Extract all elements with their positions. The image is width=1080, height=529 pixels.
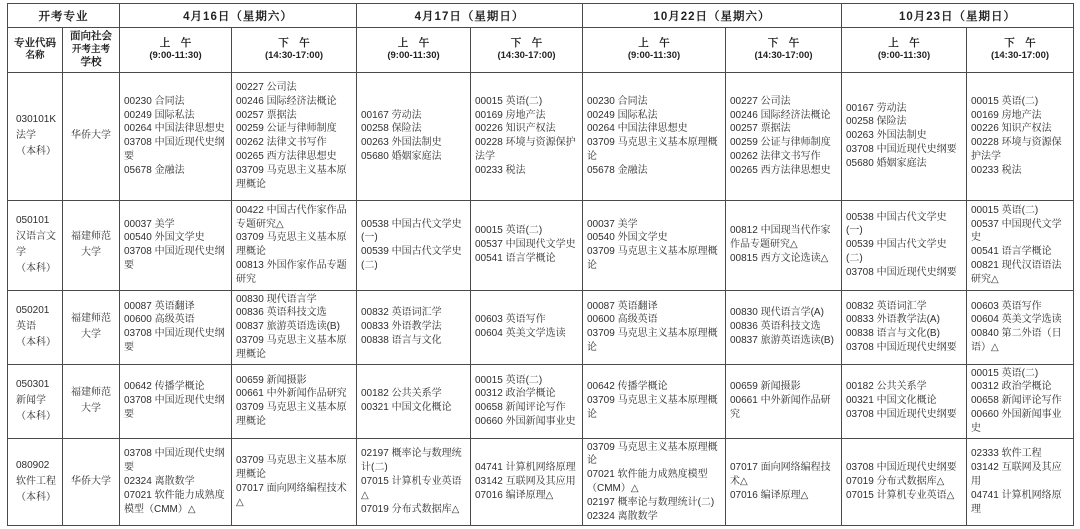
majors-group-header: 开考专业 [8,4,120,28]
session-cell: 00087 英语翻译 00600 高级英语 03709 马克思主义基本原理概论 [583,290,726,364]
school-cell: 华侨大学 [63,72,120,200]
major-code-name: 050301 新闻学 （本科） [8,364,63,438]
table-row-english [8,290,1074,364]
table-row-software-eng [8,438,1074,526]
major-code-name: 050101 汉语言文学 （本科） [8,200,63,290]
code-name-subheader: 专业代码 名称 [8,28,63,73]
session-cell: 00832 英语词汇学 00833 外语教学法 00838 语言与文化 [357,290,471,364]
pm-subheader: 下 午 (14:30-17:00) [967,28,1074,73]
session-cell: 00182 公共关系学 00321 中国文化概论 [357,364,471,438]
exam-schedule-table [7,3,1074,526]
school-cell: 福建师范大学 [63,290,120,364]
session-header-row [8,28,1074,73]
session-cell: 00015 英语(二) 00537 中国现代文学史 00541 语言学概论 [471,200,583,290]
date-header-oct22: 10月22日（星期六） [583,4,842,28]
date-header-oct23: 10月23日（星期日） [842,4,1074,28]
session-cell: 00230 合同法 00249 国际私法 00264 中国法律思想史 03708 中国近现代史纲要 05678 金融法 [120,72,232,200]
am-subheader: 上 午 (9:00-11:30) [842,28,967,73]
session-cell: 03709 马克思主义基本原理概论 07017 面向网络编程技术△ [232,438,357,526]
session-cell: 04741 计算机网络原理 03142 互联网及其应用 07016 编译原理△ [471,438,583,526]
session-cell: 00830 现代语言学(A) 00836 英语科技文选 00837 旅游英语选读(B) [726,290,842,364]
pm-subheader: 下 午 (14:30-17:00) [471,28,583,73]
date-header-apr17: 4月17日（星期日） [357,4,583,28]
session-cell: 00182 公共关系学 00321 中国文化概论 03708 中国近现代史纲要 [842,364,967,438]
session-cell: 00832 英语词汇学 00833 外语教学法(A) 00838 语言与文化(B) 03708 中国近现代史纲要 [842,290,967,364]
session-cell: 00603 英语写作 00604 英美文学选读 [471,290,583,364]
table-row-journalism [8,364,1074,438]
school-cell: 华侨大学 [63,438,120,526]
table-row-chinese-lit [8,200,1074,290]
major-code-name: 080902 软件工程 （本科） [8,438,63,526]
session-cell: 00015 英语(二) 00169 房地产法 00226 知识产权法 00228 环境与资源保护法学 00233 税法 [471,72,583,200]
major-code-name: 050201 英语 （本科） [8,290,63,364]
session-cell: 00603 英语写作 00604 英美文学选读 00840 第二外语（日语）△ [967,290,1074,364]
major-code-name: 030101K 法学 （本科） [8,72,63,200]
session-cell: 03709 马克思主义基本原理概论 07021 软件能力成熟度模型（CMM）△ 02197 概率论与数理统计(二) 02324 离散数学 [583,438,726,526]
date-header-apr16: 4月16日（星期六） [120,4,357,28]
session-cell: 00659 新闻摄影 00661 中外新闻作品研究 03709 马克思主义基本原理概论 [232,364,357,438]
session-cell: 02333 软件工程 03142 互联网及其应用 04741 计算机网络原理 [967,438,1074,526]
session-cell: 00422 中国古代作家作品专题研究△ 03709 马克思主义基本原理概论 00813 外国作家作品专题研究 [232,200,357,290]
session-cell: 00037 美学 00540 外国文学史 03708 中国近现代史纲要 [120,200,232,290]
pm-subheader: 下 午 (14:30-17:00) [232,28,357,73]
session-cell: 00227 公司法 00246 国际经济法概论 00257 票据法 00259 公证与律师制度 00262 法律文书写作 00265 西方法律思想史 03709 马克思主义基本原理概论 [232,72,357,200]
am-subheader: 上 午 (9:00-11:30) [357,28,471,73]
session-cell: 00015 英语(二) 00312 政治学概论 00658 新闻评论写作 00660 外国新闻事业史 [967,364,1074,438]
session-cell: 03708 中国近现代史纲要 07019 分布式数据库△ 07015 计算机专业英语△ [842,438,967,526]
session-cell: 00642 传播学概论 03708 中国近现代史纲要 [120,364,232,438]
session-cell: 00830 现代语言学 00836 英语科技文选 00837 旅游英语选读(B) 03709 马克思主义基本原理概论 [232,290,357,364]
am-subheader: 上 午 (9:00-11:30) [120,28,232,73]
session-cell: 00015 英语(二) 00169 房地产法 00226 知识产权法 00228 环境与资源保护法学 00233 税法 [967,72,1074,200]
session-cell: 00015 英语(二) 00537 中国现代文学史 00541 语言学概论 00821 现代汉语语法研究△ [967,200,1074,290]
session-cell: 00167 劳动法 00258 保险法 00263 外国法制史 05680 婚姻家庭法 [357,72,471,200]
session-cell: 00087 英语翻译 00600 高级英语 03708 中国近现代史纲要 [120,290,232,364]
session-cell: 00227 公司法 00246 国际经济法概论 00257 票据法 00259 公证与律师制度 00262 法律文书写作 00265 西方法律思想史 [726,72,842,200]
table-row-law [8,72,1074,200]
session-cell: 00015 英语(二) 00312 政治学概论 00658 新闻评论写作 00660 外国新闻事业史 [471,364,583,438]
session-cell: 00659 新闻摄影 00661 中外新闻作品研究 [726,364,842,438]
session-cell: 00642 传播学概论 03709 马克思主义基本原理概论 [583,364,726,438]
session-cell: 00230 合同法 00249 国际私法 00264 中国法律思想史 03709 马克思主义基本原理概论 05678 金融法 [583,72,726,200]
session-cell: 00037 美学 00540 外国文学史 03709 马克思主义基本原理概论 [583,200,726,290]
session-cell: 02197 概率论与数理统计(二) 07015 计算机专业英语△ 07019 分布式数据库△ [357,438,471,526]
am-subheader: 上 午 (9:00-11:30) [583,28,726,73]
session-cell: 00538 中国古代文学史(一) 00539 中国古代文学史(二) 03708 中国近现代史纲要 [842,200,967,290]
school-cell: 福建师范大学 [63,200,120,290]
pm-subheader: 下 午 (14:30-17:00) [726,28,842,73]
school-subheader: 面向社会 开考主考 学校 [63,28,120,73]
session-cell: 07017 面向网络编程技术△ 07016 编译原理△ [726,438,842,526]
school-cell: 福建师范大学 [63,364,120,438]
date-header-row [8,4,1074,28]
session-cell: 00812 中国现当代作家作品专题研究△ 00815 西方文论选读△ [726,200,842,290]
session-cell: 00167 劳动法 00258 保险法 00263 外国法制史 03708 中国近现代史纲要 05680 婚姻家庭法 [842,72,967,200]
session-cell: 00538 中国古代文学史(一) 00539 中国古代文学史(二) [357,200,471,290]
session-cell: 03708 中国近现代史纲要 02324 离散数学 07021 软件能力成熟度模型（CMM）△ [120,438,232,526]
